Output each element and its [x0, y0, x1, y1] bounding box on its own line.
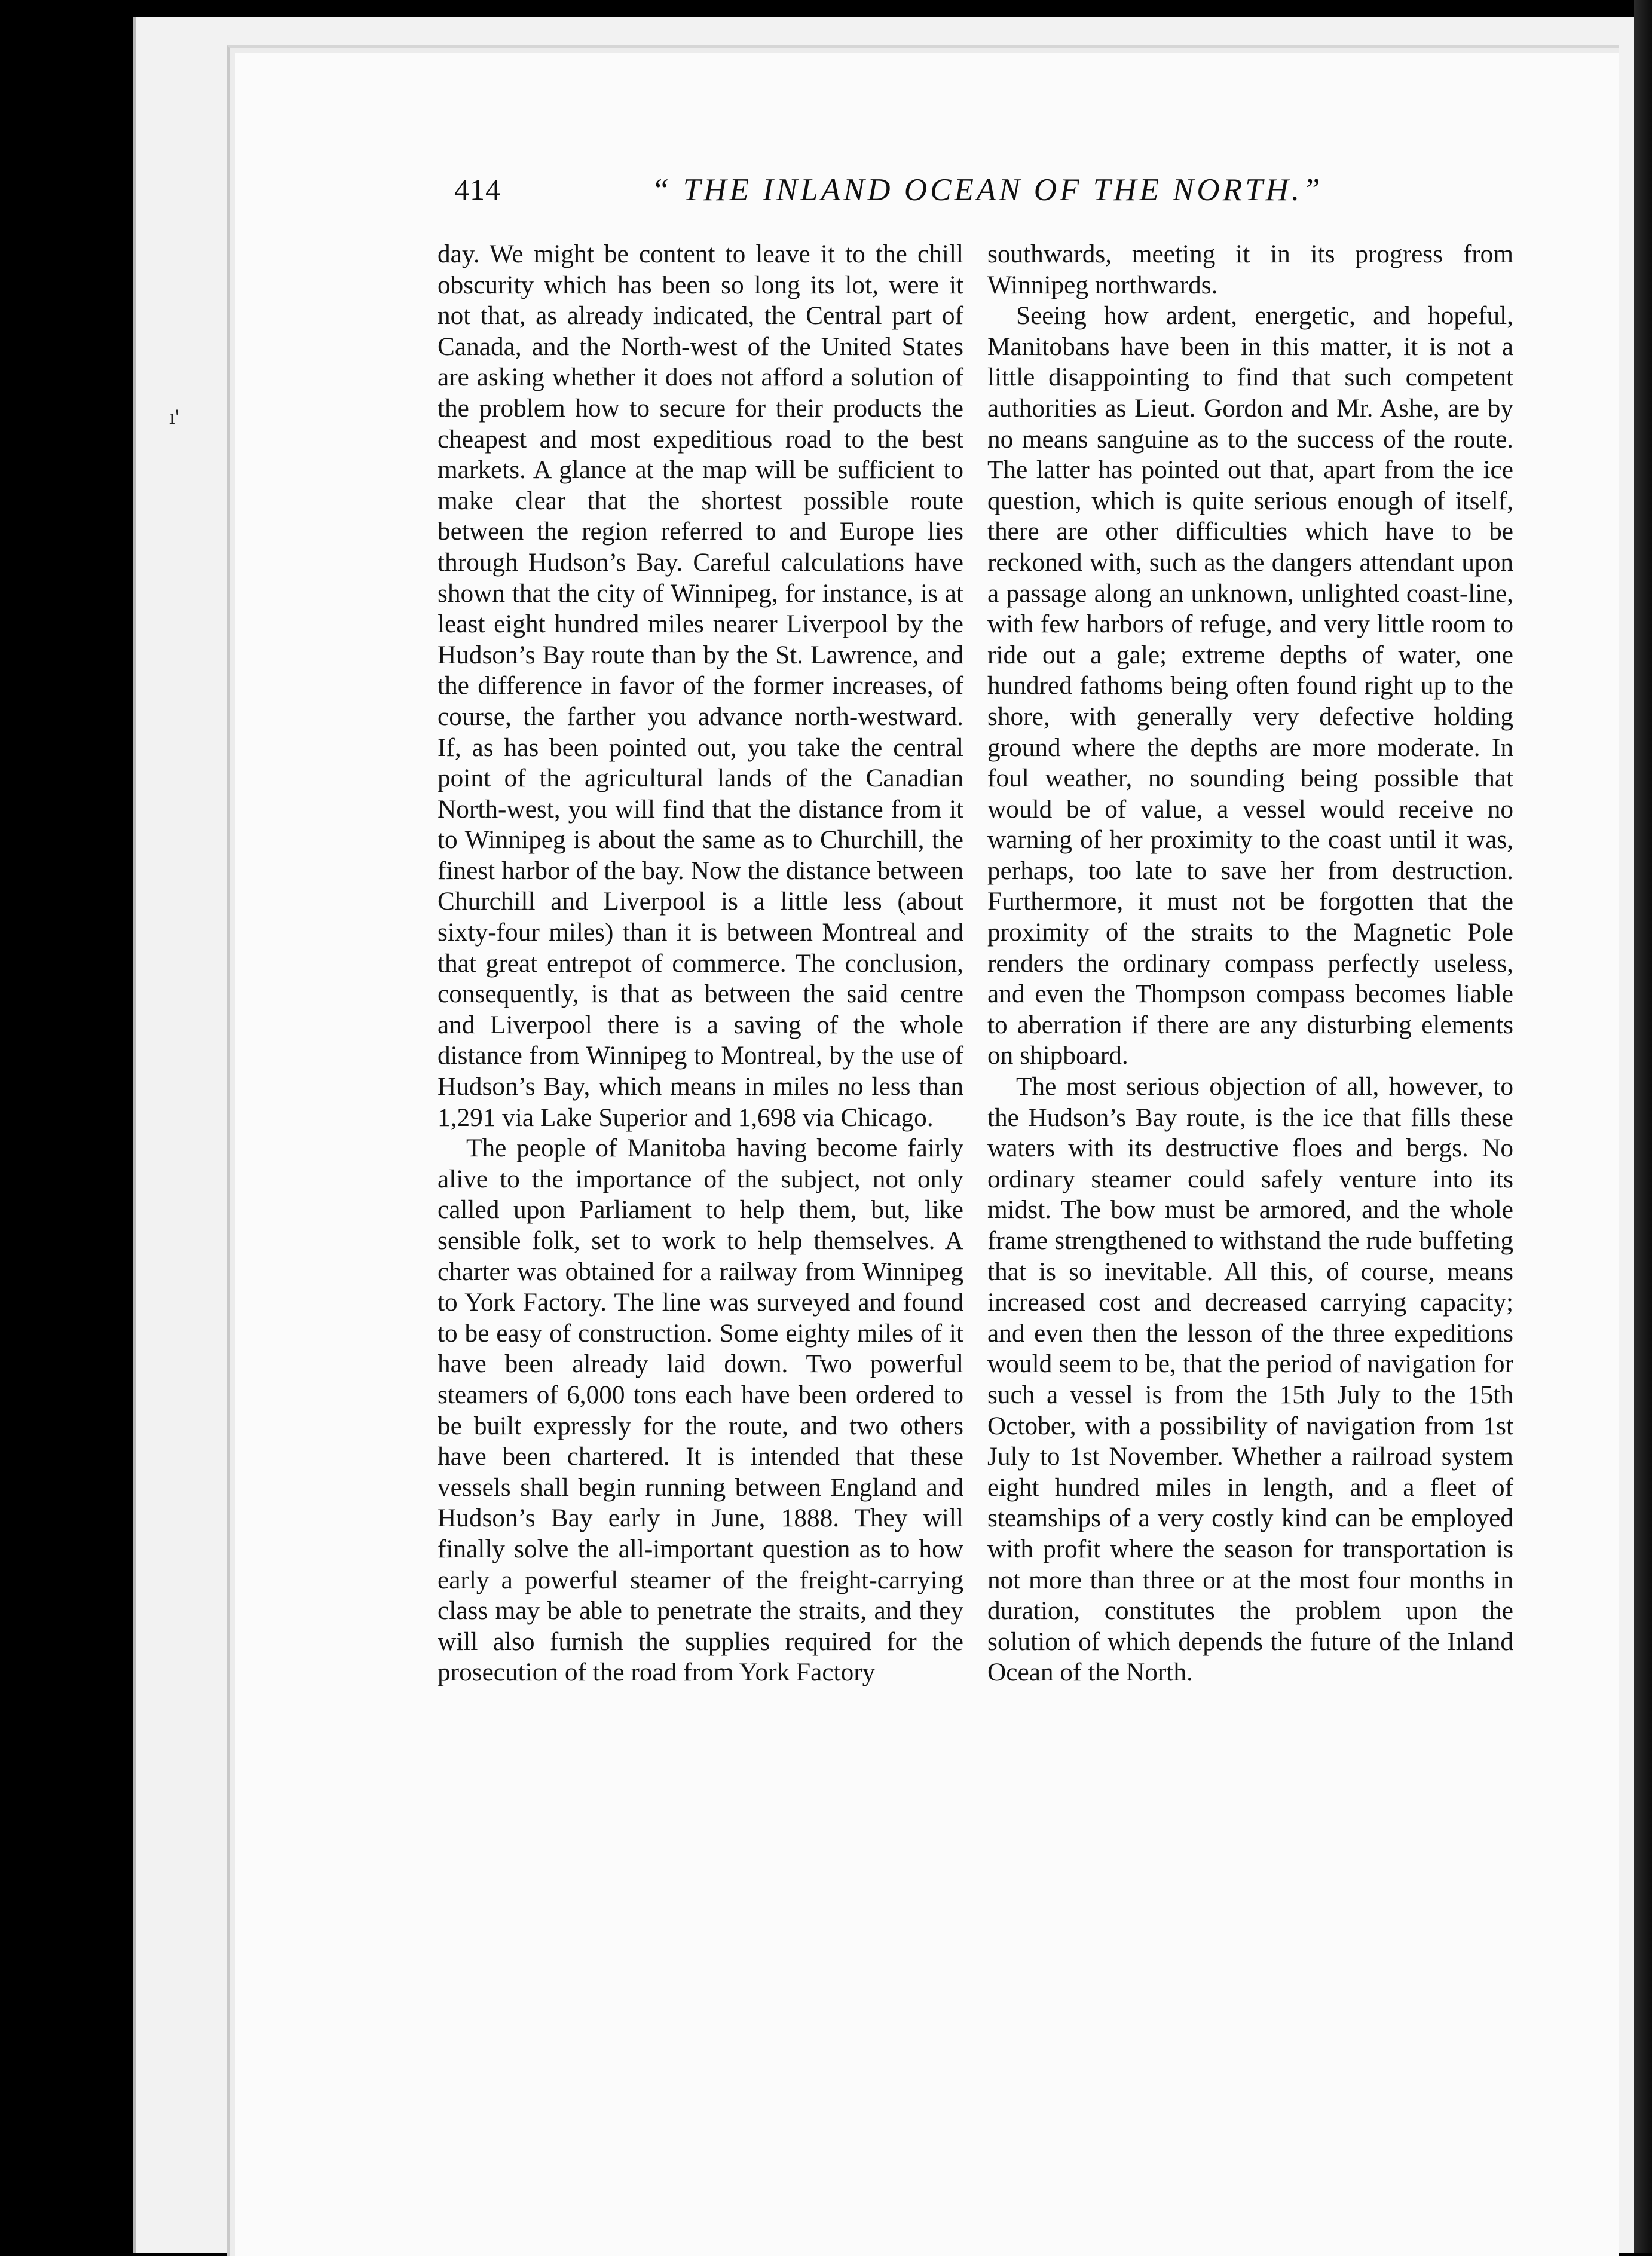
paragraph: day. We might be content to leave it to the chill obscurity which has been so long its lot, were it not that, as already indicated, the Central part of Canada, and the North-west of the United States are asking whether it does not afford a solution of the problem how to secure for their products the cheapest and most expeditious road to the best markets. A glance at the map will be sufficient to make clear that the shortest possible route between the region referred to and Europe lies through Hudson’s Bay. Careful calculations have shown that the city of Winnipeg, for instance, is at least eight hundred miles nearer Liverpool by the Hudson’s Bay route than by the St. Lawrence, and the difference in favor of the former increases, of course, the farther you advance north-westward. If, as has been pointed out, you take the central point of the agricultural lands of the Canadian North-west, you will find that the distance from it to Winnipeg is about the same as to Churchill, the finest harbor of the bay. Now the distance between Churchill and Liverpool is a little less (about sixty-four miles) than it is between Montreal and that great entrepot of commerce. The conclusion, consequently, is that as between the said centre and Liverpool there is a saving of the whole distance from Winnipeg to Montreal, by the use of Hudson’s Bay, which means in miles no less than 1,291 via Lake Superior and 1,698 via Chicago.	[438, 240, 963, 1132]
paragraph: southwards, meeting it in its progress from Winnipeg northwards.	[987, 240, 1513, 299]
binding-edge	[1634, 0, 1652, 2253]
paragraph: The people of Manitoba having become fairly alive to the importance of the subject, not only called upon Parliament to help them, but, like sensible folk, set to work to help themselves. A charter was obtained for a railway from Winnipeg to York Factory. The line was surveyed and found to be easy of construction. Some eighty miles of it have been already laid down. Two powerful steamers of 6,000 tons each have been ordered to be built expressly for the route, and two others have been chartered. It is intended that these vessels shall begin running between England and Hudson’s Bay early in June, 1888. They will finally solve the all-important question as to how early a powerful steamer of the freight-carrying class may be able to penetrate the straits, and they will also furnish the supplies required for the prosecution of the road from York Factory	[438, 1134, 963, 1687]
paragraph: The most serious objection of all, however, to the Hudson’s Bay route, is the ice that fills these waters with its destructive floes and bergs. No ordinary steamer could safely venture into its midst. The bow must be armored, and the whole frame strengthened to withstand the rude buffeting that is so inevitable. All this, of course, means increased cost and decreased carrying capacity; and even then the lesson of the three expeditions would seem to be, that the period of navigation for such a vessel is from the 15th July to the 15th October, with a possibility of navigation from 1st July to 1st November. Whether a railroad system eight hundred miles in length, and a fleet of steamships of a very costly kind can be employed with profit where the season for transportation is not more than three or at the most four months in duration, constitutes the problem upon the solution of which depends the future of the Inland Ocean of the North.	[987, 1072, 1513, 1687]
page-number: 414	[454, 173, 501, 206]
margin-mark: ı'	[169, 405, 179, 428]
paragraph: Seeing how ardent, energetic, and hopeful, Manitobans have been in this matter, it is not a little disappointing to find that such competent authorities as Lieut. Gordon and Mr. Ashe, are by no means sanguine as to the success of the route. The latter has pointed out that, apart from the ice question, which is quite serious enough of itself, there are other difficulties which have to be reckoned with, such as the dangers attendant upon a passage along an unknown, unlighted coast-line, with few harbors of refuge, and very little room to ride out a gale; extreme depths of water, one hundred fathoms being often found right up to the shore, with generally very defective holding ground where the depths are more moderate. In foul weather, no sounding being possible that would be of value, a vessel would receive no warning of her proximity to the coast until it was, perhaps, too late to save her from destruction. Furthermore, it must not be forgotten that the proximity of the straits to the Magnetic Pole renders the ordinary compass perfectly useless, and even the Thompson compass becomes liable to aberration if there are any disturbing elements on shipboard.	[987, 301, 1513, 1070]
running-title: “ THE INLAND OCEAN OF THE NORTH.”	[651, 173, 1323, 207]
right-column	[987, 239, 1513, 1688]
left-column	[438, 239, 963, 1688]
running-header	[454, 172, 1530, 220]
